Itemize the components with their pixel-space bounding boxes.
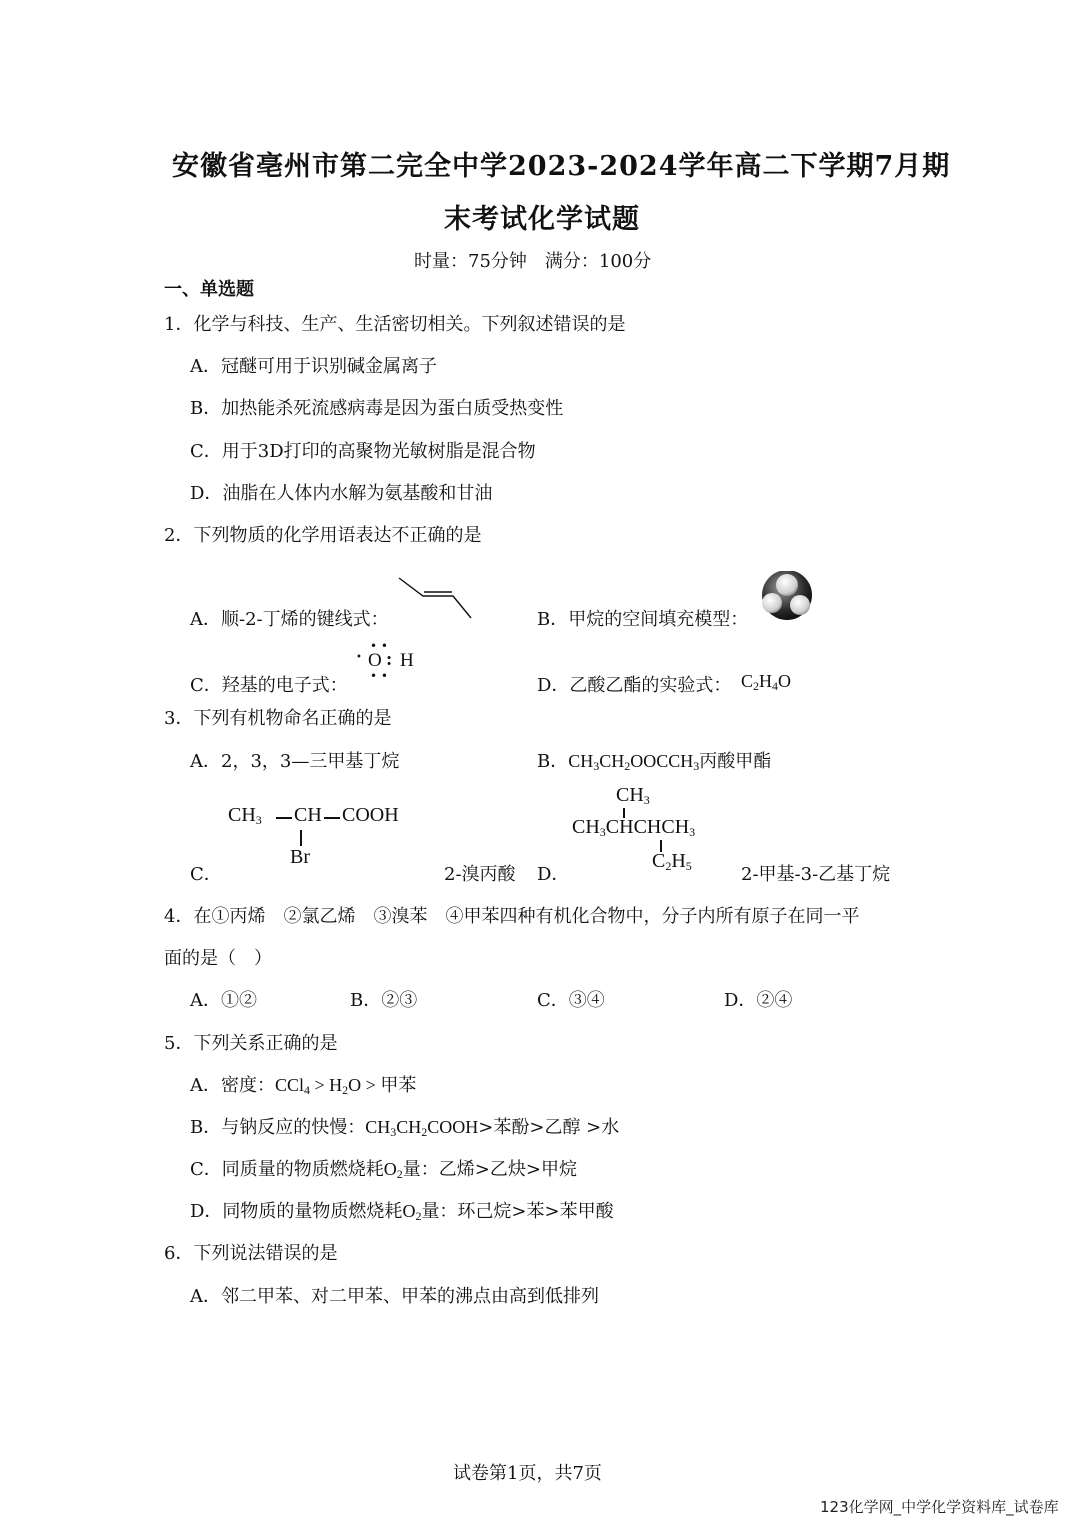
formula-part: O xyxy=(778,671,792,691)
formula-operator: > xyxy=(361,1075,381,1095)
option-text: 量：乙烯>乙炔>甲烷 xyxy=(402,1159,577,1180)
formula-part: OOCCH xyxy=(630,751,694,771)
option-text: >苯酚>乙醇 >水 xyxy=(478,1117,620,1138)
ch3-group xyxy=(228,804,262,827)
formula-part: O xyxy=(383,1159,397,1179)
q6-option-a: A．邻二甲苯、对二甲苯、甲苯的沸点由高到低排列 xyxy=(190,1286,599,1307)
formula-part: CHCHCH xyxy=(605,816,690,838)
q2-option-b: B．甲烷的空间填充模型： xyxy=(537,609,749,630)
formula-part: CH xyxy=(396,1117,422,1137)
hydroxyl-electron-formula xyxy=(356,640,426,684)
formula-part: CCl xyxy=(275,1075,305,1095)
electron-dot-left: • xyxy=(356,652,362,663)
formula-operator: > xyxy=(310,1075,330,1095)
q5-option-c xyxy=(190,1155,577,1181)
formula-subscript: 4 xyxy=(772,679,779,693)
formula-part: C xyxy=(652,850,666,872)
ch-group: CH xyxy=(294,804,322,826)
q3-option-d-name: 2-甲基-3-乙基丁烷 xyxy=(741,864,891,885)
q4-stem-line1: 4．在①丙烯 ②氯乙烯 ③溴苯 ④甲苯四种有机化合物中，分子内所有原子在同一平 xyxy=(164,906,860,927)
q5-option-a xyxy=(190,1071,416,1097)
formula-part: O xyxy=(348,1075,362,1095)
methane-space-filling-model xyxy=(756,571,818,623)
bond-line xyxy=(276,817,292,819)
q3-stem: 3．下列有机物命名正确的是 xyxy=(164,708,392,729)
formula-subscript: 2 xyxy=(415,1209,422,1223)
q1-option-b: B．加热能杀死流感病毒是因为蛋白质受热变性 xyxy=(190,398,564,419)
formula-subscript: 2 xyxy=(342,1083,349,1097)
formula-part: CH xyxy=(599,751,625,771)
option-text: C．同质量的物质燃烧耗 xyxy=(190,1159,384,1180)
q2-option-c: C．羟基的电子式： xyxy=(190,675,348,696)
q1-option-d: D．油脂在人体内水解为氨基酸和甘油 xyxy=(190,483,493,504)
propanoic-acid-formula xyxy=(365,1117,478,1137)
formula-part: CH xyxy=(572,816,600,838)
electron-dots-top: • • xyxy=(370,639,388,653)
q5-stem: 5．下列关系正确的是 xyxy=(164,1033,338,1054)
formula-subscript: 2 xyxy=(421,1125,428,1139)
formula-subscript: 3 xyxy=(643,793,650,807)
formula-subscript: 2 xyxy=(624,759,631,773)
q5-option-b xyxy=(190,1113,619,1139)
oxygen-symbol: O xyxy=(368,650,382,671)
formula-part: O xyxy=(402,1201,416,1221)
cooh-group: COOH xyxy=(342,804,399,826)
electron-dots-bottom: • • xyxy=(370,669,388,683)
watermark: 123化学网_中学化学资料库_试卷库 xyxy=(820,1498,1059,1516)
formula-subscript: 3 xyxy=(599,825,606,839)
cis-butene-skeletal-diagram xyxy=(395,574,475,622)
formula-subscript: 3 xyxy=(693,759,700,773)
q2-option-a: A．顺-2-丁烯的键线式： xyxy=(190,609,389,630)
q4-stem-line2: 面的是（ ） xyxy=(164,948,272,969)
bromopropanoic-acid-structure xyxy=(228,804,428,870)
q4-option-c: C．③④ xyxy=(537,990,605,1011)
br-group: Br xyxy=(290,846,310,868)
formula-subscript: 3 xyxy=(689,825,696,839)
q2-option-d: D．乙酸乙酯的实验式： xyxy=(537,675,732,696)
q4-option-d: D．②④ xyxy=(724,990,793,1011)
formula-subscript: 2 xyxy=(665,859,672,873)
formula-part: CH xyxy=(365,1117,391,1137)
q4-option-a: A．①② xyxy=(190,990,257,1011)
q2-stem: 2．下列物质的化学用语表达不正确的是 xyxy=(164,525,482,546)
density-relation xyxy=(275,1075,380,1095)
q3-option-d-label: D． xyxy=(537,864,570,885)
shared-pair: : xyxy=(386,649,393,670)
q1-stem: 1．化学与科技、生产、生活密切相关。下列叙述错误的是 xyxy=(164,314,626,335)
formula-part: CH xyxy=(616,784,644,806)
q1-option-a: A．冠醚可用于识别碱金属离子 xyxy=(190,356,437,377)
formula-subscript: 3 xyxy=(593,759,600,773)
option-label: B． xyxy=(537,751,569,772)
q3-option-c-label: C． xyxy=(190,864,222,885)
formula-subscript: 3 xyxy=(390,1125,397,1139)
option-text: A．密度： xyxy=(190,1075,275,1096)
q3-option-c-name: 2-溴丙酸 xyxy=(444,864,516,885)
formula-part: H xyxy=(671,850,686,872)
b-formula xyxy=(568,751,699,771)
bond-line xyxy=(300,830,302,846)
q6-stem: 6．下列说法错误的是 xyxy=(164,1243,338,1264)
oxygen-formula xyxy=(402,1201,421,1221)
option-text: 甲苯 xyxy=(380,1075,417,1096)
exam-info: 时量：75分钟 满分：100分 xyxy=(414,251,652,272)
formula-part: COOH xyxy=(427,1117,479,1137)
q5-option-d xyxy=(190,1197,614,1223)
q3-option-b xyxy=(537,747,771,773)
top-ch3 xyxy=(616,784,650,807)
formula-subscript: 4 xyxy=(304,1083,311,1097)
formula-part: H xyxy=(329,1075,343,1095)
branched-alkane-structure xyxy=(572,784,742,876)
formula-part: CH xyxy=(228,804,256,826)
formula-subscript: 3 xyxy=(255,813,262,827)
formula-subscript: 2 xyxy=(753,679,760,693)
q4-option-b: B．②③ xyxy=(350,990,418,1011)
formula-subscript: 2 xyxy=(396,1167,403,1181)
q1-option-c: C．用于3D打印的高聚物光敏树脂是混合物 xyxy=(190,441,536,462)
section-title: 一、单选题 xyxy=(164,279,254,300)
ethyl-acetate-empirical-formula xyxy=(741,671,791,692)
page-footer: 试卷第1页，共7页 xyxy=(453,1463,602,1484)
hydrogen-symbol: H xyxy=(400,650,414,671)
option-text: D．同物质的量物质燃烧耗 xyxy=(190,1201,403,1222)
q3-option-a: A．2，3，3—三甲基丁烷 xyxy=(190,751,400,772)
exam-title-line1: 安徽省亳州市第二完全中学2023-2024学年高二下学期7月期 xyxy=(172,151,951,182)
option-text: 量：环己烷>苯>苯甲酸 xyxy=(421,1201,614,1222)
bond-line xyxy=(324,817,340,819)
oxygen-formula xyxy=(384,1159,403,1179)
main-chain xyxy=(572,816,695,839)
ethyl-branch xyxy=(652,850,692,873)
formula-subscript: 5 xyxy=(685,859,692,873)
formula-part: H xyxy=(759,671,773,691)
exam-title-line2: 末考试化学试题 xyxy=(444,204,640,235)
compound-name: 丙酸甲酯 xyxy=(699,751,772,772)
option-text: B．与钠反应的快慢： xyxy=(190,1117,366,1138)
formula-part: C xyxy=(741,671,754,691)
formula-part: CH xyxy=(568,751,594,771)
